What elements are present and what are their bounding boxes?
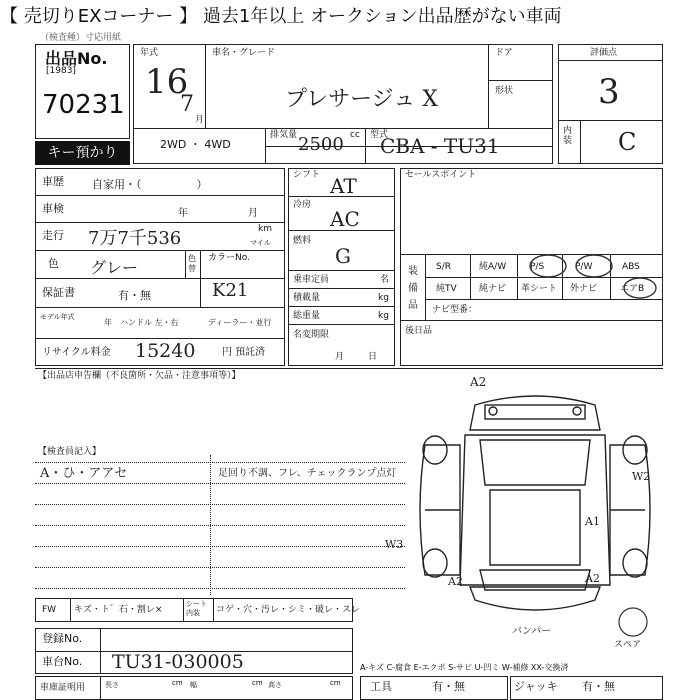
color-label: 色	[48, 257, 59, 270]
seat-items: コゲ・穴・汚レ・シミ・破レ・スレ	[216, 605, 361, 615]
chassis-label: 車台No.	[42, 655, 83, 668]
reg-no-label: 登録No.	[42, 632, 83, 645]
reg-change-label: 名変期限	[293, 330, 330, 340]
model-year-label: モデル年式	[40, 313, 75, 321]
lot-sub: [1983]	[46, 66, 76, 76]
color-value: グレー	[90, 258, 139, 277]
recycle-unit: 円 預託済	[222, 347, 266, 358]
tools-label: 工具	[370, 680, 392, 693]
capacity-unit: 名	[380, 275, 390, 285]
weight-label: 総重量	[293, 311, 321, 321]
cert-cm-2: cm	[252, 679, 263, 687]
inspector-label: 【検査員記入】	[38, 447, 102, 457]
mark-a2-top: A2	[470, 375, 487, 389]
equip-abs: ABS	[622, 262, 640, 272]
shift-label: シフト	[293, 170, 321, 180]
sales-point-label: セールスポイント	[405, 170, 477, 180]
equip-navi: 純ナビ	[479, 284, 507, 294]
fw-items: キズ・ト゛石・割レ×	[74, 605, 163, 615]
chassis-value: TU31-030005	[112, 651, 244, 673]
equip-ps: P/S	[530, 262, 545, 272]
mile-unit: マイル	[250, 239, 271, 247]
mark-a2-left: A2	[448, 575, 463, 588]
cert-cm-1: cm	[172, 679, 183, 687]
equipment-circles	[520, 250, 660, 300]
score-value: 3	[598, 72, 620, 112]
lot-label: 出品No.	[45, 49, 108, 68]
drive-label: 2WD ・ 4WD	[160, 138, 231, 151]
equip-pw: P/W	[575, 262, 593, 272]
history-box	[35, 168, 285, 366]
equip-tv: 純TV	[436, 284, 457, 294]
equip-sr: S/R	[436, 262, 451, 272]
navi-model-label: ナビ型番：	[432, 305, 478, 315]
color-no-value: K21	[212, 280, 249, 301]
capacity-label: 乗車定員	[293, 275, 330, 285]
model-year-unit: 年	[104, 318, 112, 327]
year-label: 年式	[140, 48, 159, 58]
jack-value: 有・無	[582, 680, 615, 693]
recycle-value: 15240	[135, 340, 196, 362]
name-value: プレサージュ X	[285, 87, 438, 112]
weight-unit: kg	[378, 311, 389, 321]
seat-label: シート内装	[186, 600, 207, 617]
top-note: （検査種）寸応用紙	[40, 33, 122, 43]
spare-label: スペア	[614, 640, 642, 650]
inspector-left-text: A・ひ・アアセ	[40, 466, 128, 481]
warranty-label: 保証書	[42, 286, 75, 299]
cert-cm-3: cm	[330, 679, 341, 687]
inspection-year: 年	[178, 208, 188, 219]
cert-length: 長さ	[105, 681, 119, 689]
car-diagram	[405, 375, 665, 635]
equip-airbag: エアB	[620, 284, 645, 294]
mark-a2-right: A2	[585, 572, 600, 585]
km-unit: km	[258, 224, 272, 234]
later-items-label: 後日品	[405, 326, 433, 336]
cert-width: 幅	[190, 681, 197, 689]
color-no-label: カラーNo.	[208, 253, 250, 263]
interior-label: 内装	[563, 126, 573, 146]
cert-label: 車庫証明用	[40, 683, 86, 693]
fw-label: FW	[42, 605, 57, 615]
fuel-label: 燃料	[293, 236, 312, 246]
jack-label: ジャッキ	[514, 680, 558, 693]
month-value: 7	[180, 92, 194, 117]
report-label: 【出品店申告欄（不良箇所・欠品・注意事項等）】	[38, 371, 241, 381]
spare-tire-icon	[617, 606, 649, 638]
tools-value: 有・無	[432, 680, 465, 693]
mark-w3: W3	[385, 538, 404, 551]
shape-label: 形状	[495, 86, 514, 96]
mark-a1: A1	[585, 515, 600, 528]
history-label: 車歴	[42, 175, 64, 188]
displacement-value: 2500	[298, 134, 344, 155]
name-label: 車名・グレード	[212, 48, 276, 58]
inspection-month: 月	[248, 208, 258, 219]
key-badge: キー預かり	[35, 141, 130, 165]
equip-leather: 革シート	[521, 284, 558, 294]
load-unit: kg	[378, 293, 389, 303]
month-unit: 月	[195, 115, 205, 125]
mileage-label: 走行	[42, 229, 64, 242]
dealer-label: ディーラー・並行	[208, 318, 272, 327]
lot-number: 70231	[42, 90, 125, 120]
mark-bumper: バンパー	[512, 626, 552, 637]
model-value: CBA - TU31	[380, 134, 500, 158]
damage-legend: A-キズ C-腐食 E-エクボ S-サビ U-凹ミ W-補修 XX-交換済	[360, 663, 569, 672]
inspector-right-text: 足回り不調、フレ、チェックランプ点灯	[218, 468, 397, 479]
equip-aw: 純A/W	[479, 262, 507, 272]
header-title: 【 売切りEXコーナー 】 過去1年以上 オークション出品歴がない車両	[0, 6, 562, 27]
mileage-value: 7万7千536	[88, 228, 182, 249]
door-label: ドア	[495, 48, 513, 58]
model-label: 型式	[370, 130, 389, 140]
shift-value: AT	[330, 174, 357, 198]
inspection-label: 車検	[42, 202, 64, 215]
load-label: 積載量	[293, 293, 321, 303]
handle-label: ハンドル 左・右	[120, 318, 179, 327]
warranty-value: 有・無	[118, 289, 151, 302]
equipment-label: 装備品	[408, 266, 418, 311]
fuel-value: G	[335, 244, 351, 268]
ac-label: 冷房	[293, 200, 312, 210]
ac-value: AC	[330, 207, 360, 231]
displacement-label: 排気量	[270, 130, 298, 140]
equip-ext-navi: 外ナビ	[570, 284, 598, 294]
mark-w2: W2	[632, 470, 651, 483]
cc-unit: cc	[350, 130, 360, 140]
recycle-label: リサイクル料金	[42, 347, 111, 358]
score-label: 評価点	[590, 48, 618, 58]
cert-height: 高さ	[268, 681, 282, 689]
color-change-label: 色替	[188, 254, 196, 273]
interior-value: C	[618, 128, 637, 156]
reg-change-unit: 月日	[335, 352, 402, 362]
history-value: 自家用・（ ）	[92, 178, 208, 191]
year-value: 16	[145, 62, 189, 102]
